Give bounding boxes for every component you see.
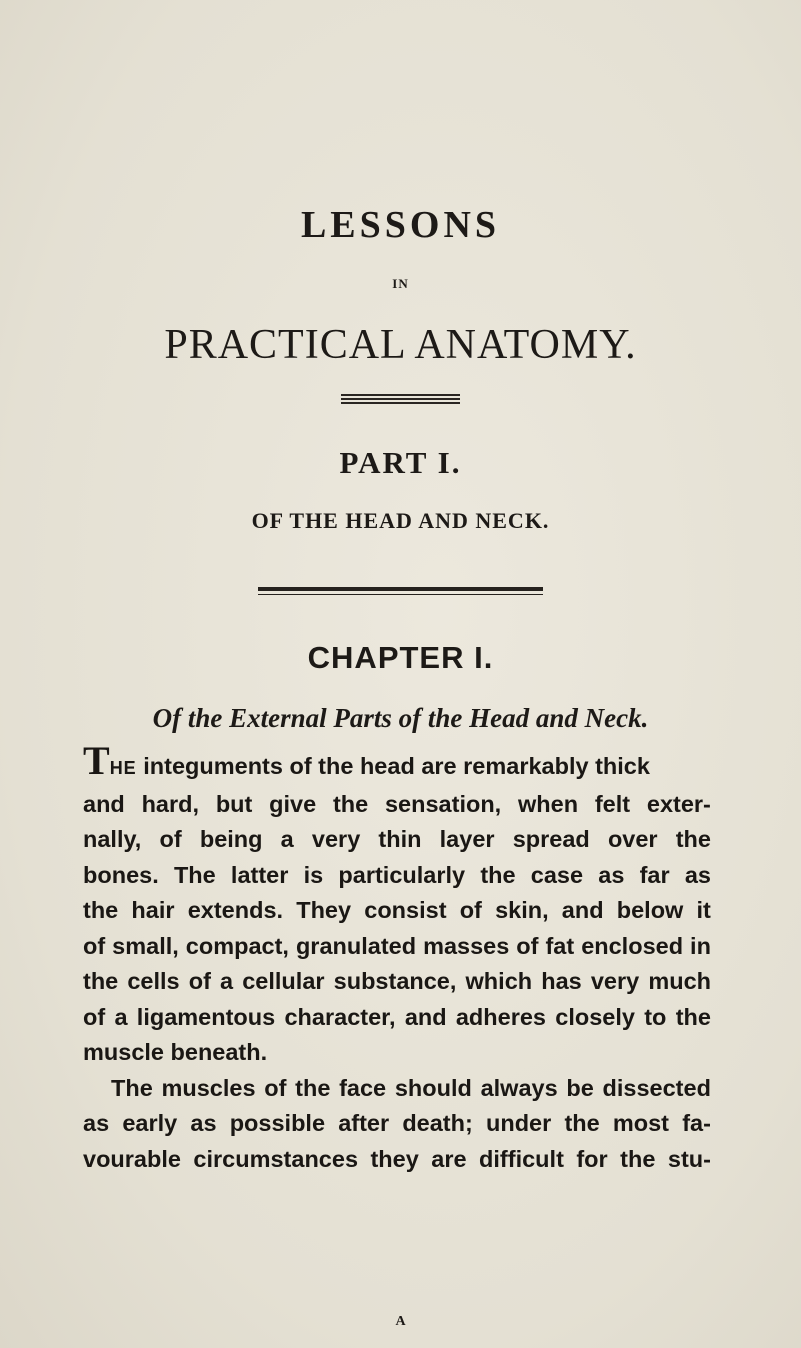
word: possible [229,1110,326,1136]
word: vourable [83,1145,181,1172]
word: particularly [338,861,466,888]
word: over [607,826,658,852]
body-text [83,738,711,1177]
word: nally, [83,826,142,852]
word: compact, [185,932,289,959]
word: very [311,826,361,852]
word: granulated [295,932,417,959]
body-line [83,964,711,1000]
part-label: PART I. [339,445,462,480]
chapter-subtitle: Of the External Parts of the Head and Neck. [152,703,649,733]
word: cellular [242,968,325,994]
word: of [83,932,106,959]
word: but [215,790,253,817]
word: under [485,1110,552,1136]
word: a [280,826,294,852]
word: and [561,897,604,923]
word: bones. [83,861,159,888]
word: as [83,1110,110,1136]
word: character, [284,1003,396,1030]
word: the [564,1110,600,1136]
word: substance, [333,968,457,994]
word: layer [439,826,495,852]
body-line-1 [83,738,711,787]
word: as [190,1110,217,1136]
word: face [339,1074,387,1101]
body-line [83,929,711,965]
word: thin [378,826,422,852]
word: should [394,1074,472,1101]
word: The [173,861,216,888]
word: the [675,1003,711,1030]
word: hair [131,897,175,923]
body-line: muscle beneath. [83,1039,268,1065]
word: felt [594,790,631,817]
word: early [122,1110,178,1136]
word: consist [364,897,447,923]
word: fa- [682,1110,711,1136]
word: are [431,1145,467,1172]
word: masses [423,932,510,959]
word: most [612,1110,670,1136]
short-double-rule [341,394,460,406]
word: of [516,932,539,959]
signature-mark: A [395,1314,406,1329]
word: give [269,790,317,817]
word: stu- [667,1145,711,1172]
word: The [111,1074,153,1101]
word: it [696,897,711,923]
body-line-text: integuments of the head are remarkably thick [143,753,650,779]
word: the [675,826,711,852]
word: death; [402,1110,473,1136]
word: as [598,861,625,888]
word: the [332,790,369,817]
word: a [114,1003,128,1030]
word: the [480,861,516,888]
body-line [83,1000,711,1036]
word: skin, [495,897,549,923]
body-line [83,1071,711,1107]
word: exter- [646,790,711,817]
word: and [83,790,125,817]
body-line [83,1142,711,1178]
first-word-rest: HE [109,758,137,778]
word: for [576,1145,608,1172]
long-double-rule [258,587,543,595]
title-practical-anatomy: PRACTICAL ANATOMY. [164,322,637,368]
drop-cap: T [83,738,110,783]
word: being [199,826,263,852]
word: hard, [141,790,200,817]
word: far [639,861,670,888]
word: sensation, [384,790,502,817]
word: always [480,1074,558,1101]
word: difficult [479,1145,564,1172]
word: the [83,968,119,994]
body-line [83,822,711,858]
word: small, [112,932,179,959]
word: very [590,968,640,994]
word: has [541,968,582,994]
word: which [465,968,533,994]
word: of [83,1003,106,1030]
word: is [303,861,324,888]
word: much [648,968,711,994]
word: of [188,968,211,994]
word: cells [127,968,180,994]
word: circumstances [193,1145,359,1172]
word: after [338,1110,390,1136]
word: case [530,861,584,888]
word: the [620,1145,656,1172]
word: spread [512,826,590,852]
body-line [83,858,711,894]
word: they [370,1145,419,1172]
word: dissected [602,1074,711,1101]
word: muscles [161,1074,256,1101]
word: of [459,897,482,923]
word: enclosed [581,932,684,959]
word: in [690,932,711,959]
word: to [644,1003,667,1030]
word: extends. [187,897,284,923]
word: be [566,1074,594,1101]
word: when [518,790,579,817]
word: of [264,1074,287,1101]
word: the [83,897,119,923]
word: below [616,897,684,923]
word: the [295,1074,331,1101]
title-in: IN [392,276,409,291]
word: They [296,897,352,923]
body-line [83,1106,711,1142]
part-subtitle: OF THE HEAD AND NECK. [251,508,550,533]
word: closely [555,1003,635,1030]
word: latter [230,861,289,888]
word: ligamentous [136,1003,276,1030]
body-line [83,893,711,929]
word: of [159,826,182,852]
title-lessons: LESSONS [300,204,501,246]
word: fat [545,932,575,959]
body-line [83,787,711,823]
word: a [220,968,234,994]
word: and [404,1003,447,1030]
chapter-label: CHAPTER I. [307,640,494,675]
word: adheres [455,1003,546,1030]
word: as [684,861,711,888]
